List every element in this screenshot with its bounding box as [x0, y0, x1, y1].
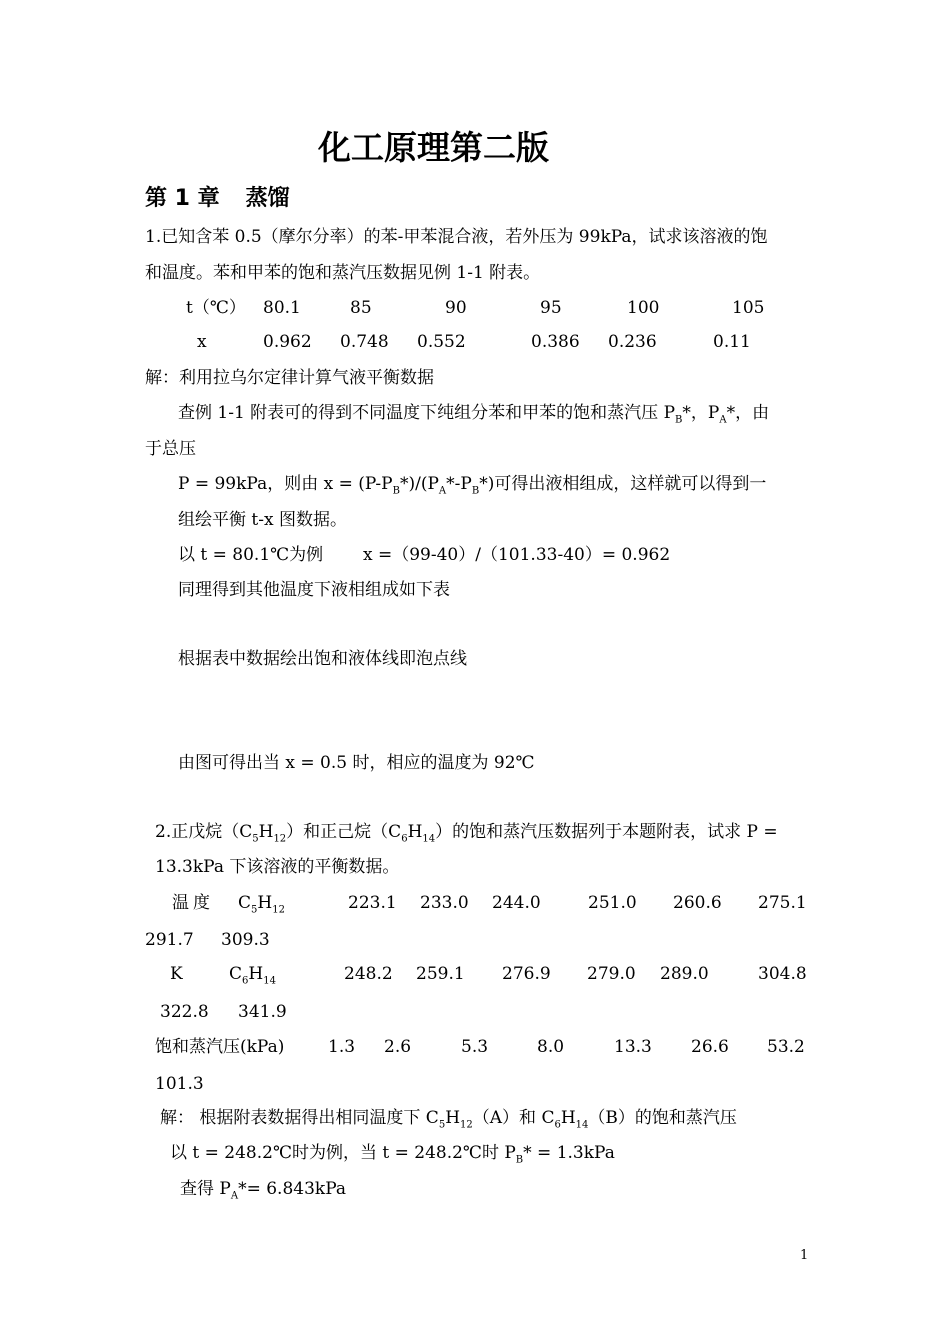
- table2-row1-value: 233.0: [420, 893, 469, 913]
- table1-t-value: 80.1: [263, 298, 301, 318]
- table1-x-value: 0.11: [713, 332, 751, 352]
- table2-row1-value: 244.0: [492, 893, 541, 913]
- table2-row1-value: 251.0: [588, 893, 637, 913]
- problem-2-line-2: 13.3kPa 下该溶液的平衡数据。: [155, 857, 400, 877]
- table2-row2-cont: 341.9: [238, 1002, 287, 1022]
- solution-2-line-3: 查得 $P_A*= 6.843kPa$: [180, 1179, 347, 1202]
- solution-2-line-1: 解： 根据附表数据得出相同温度下 $C_5H_{12}(A)$和 $C_6H_{14}(B)$的饱和蒸汽压: [160, 1108, 737, 1131]
- table1-x-value: 0.962: [263, 332, 312, 352]
- page-number: 1: [800, 1248, 809, 1263]
- table2-pressure-label: 饱和蒸汽压(kPa): [155, 1037, 285, 1057]
- table2-row3-value: 8.0: [537, 1037, 565, 1057]
- chapter-name: 蒸馏: [245, 186, 290, 211]
- table2-c6-label: $C_6H_{14}$: [229, 964, 276, 987]
- table1-x-label: x: [197, 332, 207, 352]
- table1-t-value: 100: [627, 298, 660, 318]
- solution-1-line-5a: 以 t = 80.1℃为例: [178, 545, 324, 565]
- problem-1-line-1: 1.已知含苯 0.5（摩尔分率）的苯-甲苯混合液，若外压为 99kPa，试求该溶液的饱: [145, 227, 768, 247]
- table2-row2-value: 304.8: [758, 964, 807, 984]
- table2-row1-value: 275.1: [758, 893, 807, 913]
- table2-row2-value: 276.9: [502, 964, 551, 984]
- solution-1-line-7: 根据表中数据绘出饱和液体线即泡点线: [178, 649, 467, 669]
- document-title: 化工原理第二版: [318, 128, 549, 167]
- solution-2-line-2: 以 t = 248.2℃时为例，当 t = 248.2℃时 $P_B* = 1.3kPa$: [170, 1143, 615, 1166]
- table2-row3-value: 53.2: [767, 1037, 805, 1057]
- table2-row2-value: 259.1: [416, 964, 465, 984]
- table2-k-label: K: [170, 964, 183, 984]
- table1-t-value: 90: [445, 298, 467, 318]
- table2-row2-value: 279.0: [587, 964, 636, 984]
- problem-1-line-2: 和温度。苯和甲苯的饱和蒸汽压数据见例 1-1 附表。: [145, 263, 541, 283]
- table1-x-value: 0.236: [608, 332, 657, 352]
- table2-row3-value: 1.3: [328, 1037, 356, 1057]
- solution-1-line-5b: x =（99-40）/（101.33-40）= 0.962: [363, 545, 671, 565]
- table1-x-value: 0.386: [531, 332, 580, 352]
- table2-row3-value: 5.3: [461, 1037, 489, 1057]
- table2-temp-label: 温度: [172, 893, 214, 913]
- table2-row3-value: 2.6: [384, 1037, 412, 1057]
- table2-row1-cont: 291.7: [145, 930, 194, 950]
- table1-x-value: 0.552: [417, 332, 466, 352]
- table2-row3-value: 26.6: [691, 1037, 729, 1057]
- solution-1-heading: 解：利用拉乌尔定律计算气液平衡数据: [145, 368, 434, 388]
- solution-1-line-2: 于总压: [145, 439, 196, 459]
- table2-row3-value: 13.3: [614, 1037, 652, 1057]
- table2-row1-cont: 309.3: [221, 930, 270, 950]
- table2-row3-cont: 101.3: [155, 1074, 204, 1094]
- table1-t-label: t（℃）: [186, 298, 246, 318]
- chapter-heading: [145, 188, 290, 210]
- table2-row1-value: 223.1: [348, 893, 397, 913]
- table1-t-value: 85: [350, 298, 372, 318]
- table2-c5-label: $C_5H_{12}$: [238, 893, 285, 916]
- chapter-number: 第 1 章: [145, 186, 220, 211]
- table1-x-value: 0.748: [340, 332, 389, 352]
- table2-row2-value: 248.2: [344, 964, 393, 984]
- solution-1-line-3: P = 99kPa，则由 $x = (P-P_B*)/(P_A*-P_B*)$可得出液相组成，这样就可以得到一: [178, 474, 767, 497]
- solution-1-line-6: 同理得到其他温度下液相组成如下表: [178, 580, 450, 600]
- table2-row2-value: 289.0: [660, 964, 709, 984]
- problem-2-line-1: 2.正戊烷$(C_5H_{12})$和正己烷$(C_6H_{14})$的饱和蒸汽压数据列于本题附表，试求 P =: [155, 822, 778, 845]
- solution-1-line-4: 组绘平衡 t-x 图数据。: [178, 510, 347, 530]
- table2-row2-cont: 322.8: [160, 1002, 209, 1022]
- table1-t-value: 95: [540, 298, 562, 318]
- table1-t-value: 105: [732, 298, 765, 318]
- solution-1-line-8: 由图可得出当 x = 0.5 时，相应的温度为 92℃: [178, 753, 535, 773]
- table2-row1-value: 260.6: [673, 893, 722, 913]
- solution-1-line-1: 查例 1-1 附表可的得到不同温度下纯组分苯和甲苯的饱和蒸汽压 $P_B*$，$P_A*$，由: [178, 403, 770, 426]
